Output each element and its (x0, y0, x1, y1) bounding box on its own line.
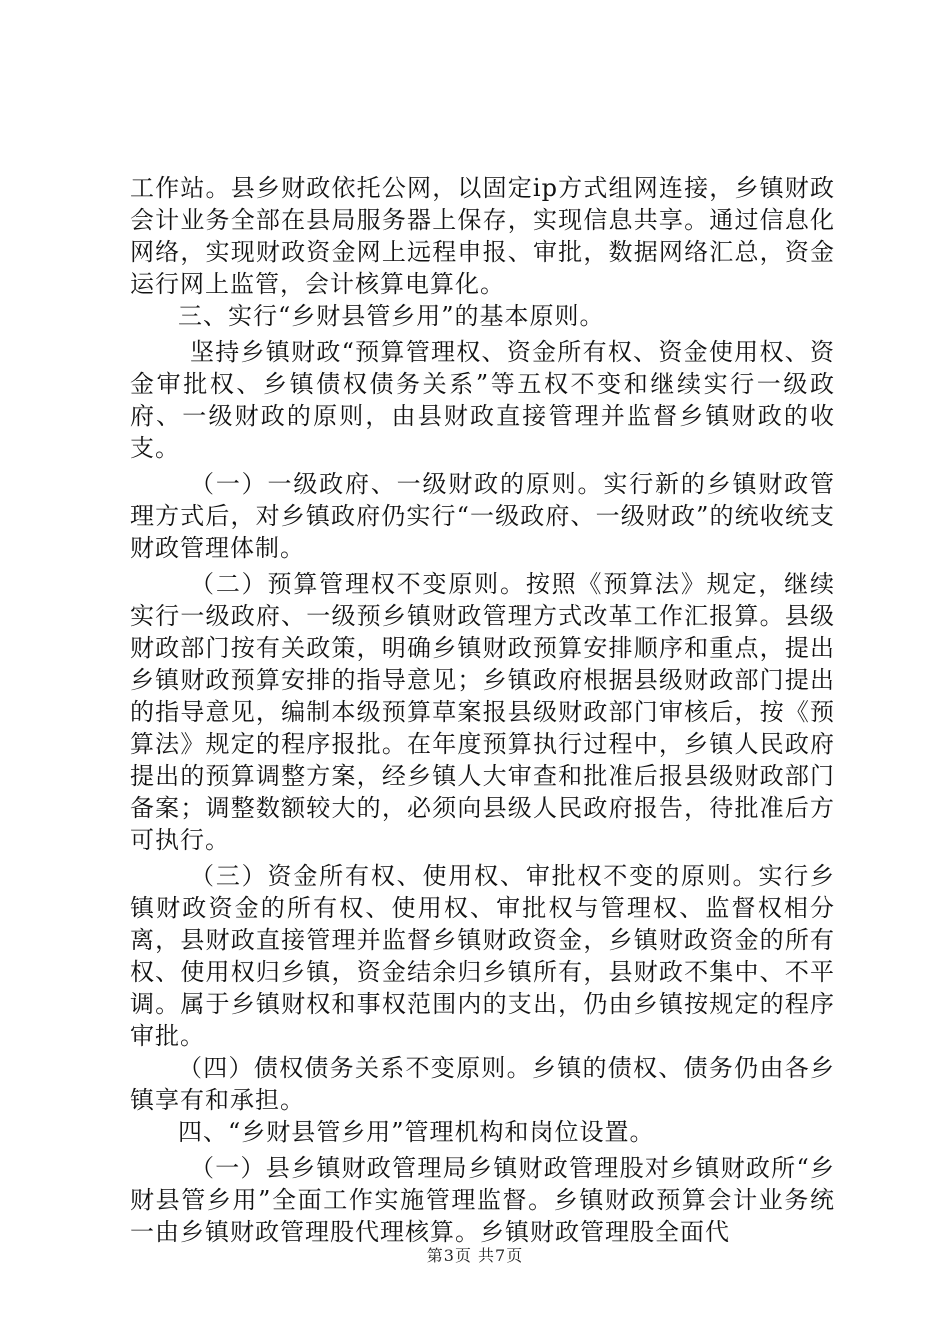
document-body (130, 172, 835, 1248)
page-number-footer: 第3页 共7页 (426, 1246, 524, 1265)
section-heading-3: 三、实行“乡财县管乡用”的基本原则。 (178, 302, 605, 330)
paragraph-principles: 坚持乡镇财政“预算管理权、资金所有权、资金使用权、资金审批权、乡镇债权债务关系”等五权不变和继续实行一级政府、一级财政的原则，由县财政直接管理并监督乡镇财政的收支。 (130, 338, 835, 462)
paragraph-principle-2: （二）预算管理权不变原则。按照《预算法》规定，继续实行一级政府、一级预乡镇财政管理方式改革工作汇报算。县级财政部门按有关政策，明确乡镇财政预算安排顺序和重点，提出乡镇财政预算安排的指导意见；乡镇政府根据县级财政部门提出的指导意见，编制本级预算草案报县级财政部门审核后，按《预算法》规定的程序报批。在年度预算执行过程中，乡镇人民政府提出的预算调整方案，经乡镇人大审查和批准后报县级财政部门备案；调整数额较大的，必须向县级人民政府报告，待批准后方可执行。 (130, 570, 835, 854)
paragraph-principle-4: （四）债权债务关系不变原则。乡镇的债权、债务仍由各乡镇享有和承担。 (130, 1054, 835, 1114)
paragraph-continuation: 工作站。县乡财政依托公网，以固定ip方式组网连接，乡镇财政会计业务全部在县局服务器上保存，实现信息共享。通过信息化网络，实现财政资金网上远程申报、审批，数据网络汇总，资金运行网上监管，会计核算电算化。 (130, 174, 835, 298)
paragraph-org-1: （一）县乡镇财政管理局乡镇财政管理股对乡镇财政所“乡财县管乡用”全面工作实施管理监督。乡镇财政预算会计业务统一由乡镇财政管理股代理核算。乡镇财政管理股全面代 (130, 1154, 835, 1246)
paragraph-principle-1: （一）一级政府、一级财政的原则。实行新的乡镇财政管理方式后，对乡镇政府仍实行“一级政府、一级财政”的统收统支财政管理体制。 (130, 470, 835, 562)
section-heading-4: 四、“乡财县管乡用”管理机构和岗位设置。 (178, 1118, 655, 1146)
paragraph-principle-3: （三）资金所有权、使用权、审批权不变的原则。实行乡镇财政资金的所有权、使用权、审批权与管理权、监督权相分离，县财政直接管理并监督乡镇财政资金，乡镇财政资金的所有权、使用权归乡镇，资金结余归乡镇所有，县财政不集中、不平调。属于乡镇财权和事权范围内的支出，仍由乡镇按规定的程序审批。 (130, 862, 835, 1050)
